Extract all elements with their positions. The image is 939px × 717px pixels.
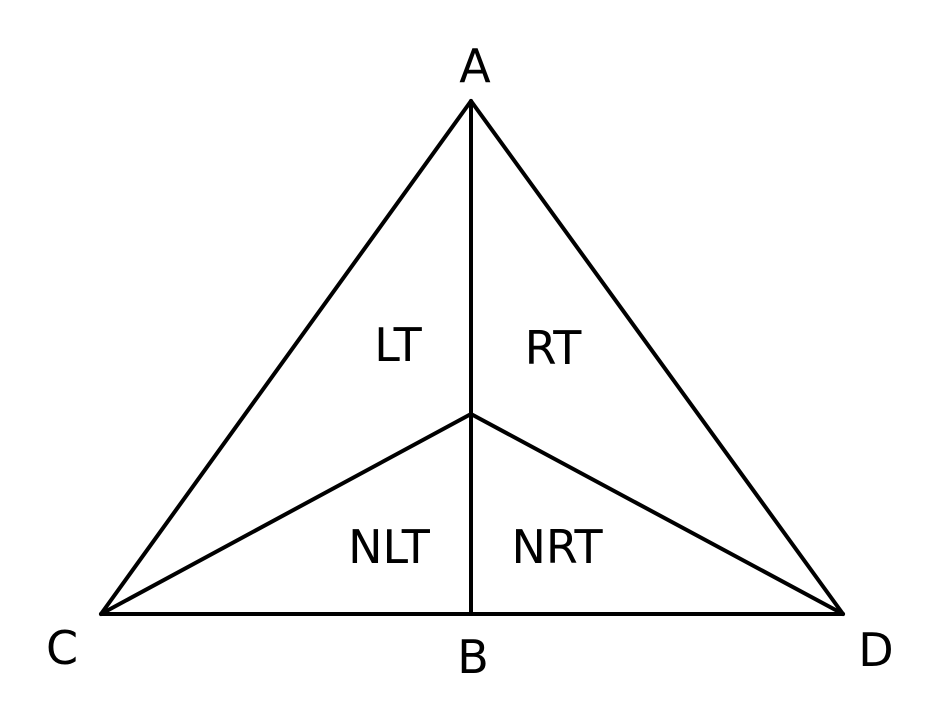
region-label-nrt: NRT (511, 520, 603, 574)
vertex-label-c: C (45, 621, 79, 675)
region-label-lt: LT (374, 318, 422, 372)
region-label-rt: RT (524, 321, 582, 375)
vertex-label-a: A (459, 39, 491, 93)
edge-c-center (101, 414, 471, 614)
region-label-nlt: NLT (348, 520, 430, 574)
vertex-label-d: D (858, 623, 894, 677)
vertex-label-b: B (457, 630, 489, 684)
edge-d-center (471, 414, 843, 614)
